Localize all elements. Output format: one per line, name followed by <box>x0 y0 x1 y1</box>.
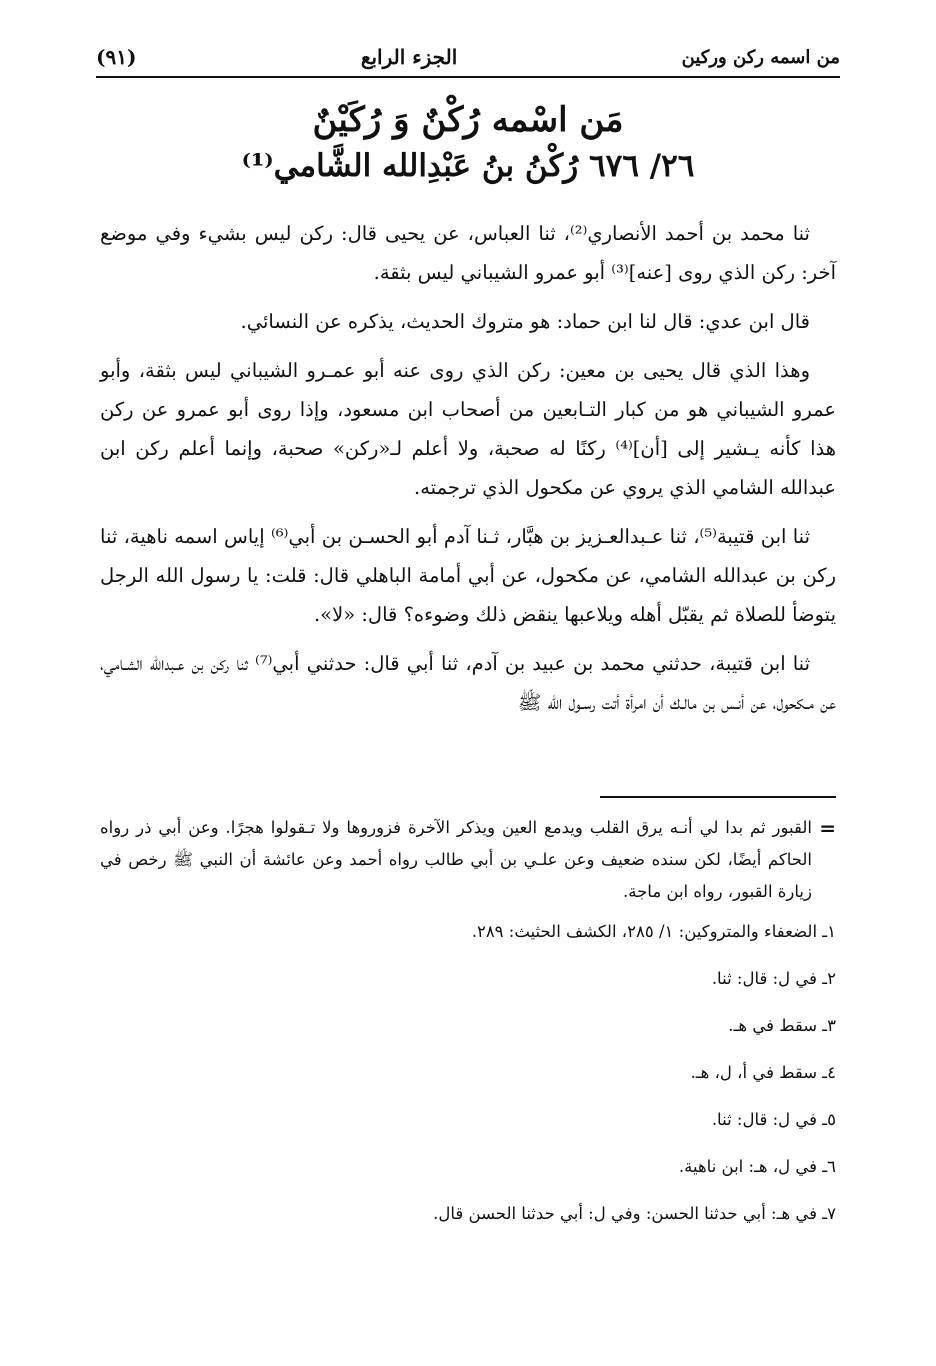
continued-footnote <box>100 812 836 908</box>
footnote-item: ٧ـ في هـ: أبي حدثنا الحسن: وفي ل: أبي حدثنا الحسن قال. <box>433 1204 836 1223</box>
footnote-item: ٢ـ في ل: قال: ثنا. <box>711 969 836 988</box>
part-label: الجزء الرابع <box>360 45 458 69</box>
page-header <box>96 40 840 74</box>
footnote-rule <box>600 796 836 798</box>
footnote-item: ٥ـ في ل: قال: ثنا. <box>711 1110 836 1129</box>
header-rule <box>96 76 840 78</box>
running-title: من اسمه ركن وركين <box>681 46 840 68</box>
paragraph: ثنا محمد بن أحمد الأنصاري⁽²⁾، ثنا العباس، عن يحيى قال: ركن ليس بشيء وفي موضع آخر: ركن الذي روى [عنه]⁽³⁾ أبو عمرو الشيباني ليس بثقة. <box>100 222 836 284</box>
footnotes <box>100 812 836 1245</box>
main-text <box>100 214 836 732</box>
footnote-item: ١ـ الضعفاء والمتروكين: ١/ ٢٨٥، الكشف الحثيث: ٢٨٩. <box>471 922 836 941</box>
footnote-item: ٤ـ سقط في أ، ل، هـ. <box>690 1063 836 1082</box>
paragraph: ثنا ابن قتيبة⁽⁵⁾، ثنا عـبدالعـزيز بن هبَّار، ثـنا آدم أبو الحسـن بن أبي⁽⁶⁾ إياس اسمه ناهية، ثنا ركن بن عبدالله الشامي، عن مكحول، عن أبي أمامة الباهلي قال: قلت: يا رسول الله الرجل يتوضأ للصلاة ثم يقبّل أهله ويلاعبها ينقض ذلك وضوءه؟ قال: «لا». <box>100 525 836 626</box>
continued-footnote-text: القبور ثم بدا لي أنـه يرق القلب ويدمع العين ويذكر الآخرة فزوروها ولا تـقولوا هجرًا. وعن أبي ذر رواه الحاكم أيضًا، لكن سنده ضعيف وعن علـي بن أبي طالب رواه أحمد وعن عائشة أن النبي ﷺ رخص في زيارة القبور، رواه ابن ماجة. <box>100 818 812 901</box>
footnote-item: ٣ـ سقط في هـ. <box>728 1016 836 1035</box>
continuation-mark: = <box>819 816 836 840</box>
entry-title: ٢٦/ ٦٧٦ رُكْنُ بنُ عَبْدِالله الشَّامي⁽¹⁾ <box>241 148 695 184</box>
footnote-item: ٦ـ في ل، هـ: ابن ناهية. <box>678 1157 836 1176</box>
page-number: (٩١) <box>96 45 137 69</box>
paragraph: وهذا الذي قال يحيى بن معين: ركن الذي روى عنه أبو عمـرو الشيباني ليس بثقة، وأبو عمرو الشيباني هو من كبار التـابعين من أصحاب ابن مسعود، وإذا روى أبو عمرو عن ركن هذا كأنه يـشير إلى [أن]⁽⁴⁾ ركنًا له صحبة، ولا أعلم لـ«ركن» صحبة، وإنما أعلم ركن ابن عبدالله الشامي الذي يروي عن مكحول الذي ترجمته. <box>100 359 837 499</box>
paragraph: ثنا ابن قتيبة، حدثني محمد بن عبيد بن آدم، ثنا أبي قال: حدثني أبي⁽⁷⁾ ثنا ركن بن عـبدالله الشـامي، عن مـكحول، عن أنـس بن مالـك أن امرأة أتت رسـول الله ﷺ <box>100 652 836 714</box>
paragraph: قال ابن عدي: قال لنا ابن حماد: هو متروك الحديث، يذكره عن النسائي. <box>240 310 810 333</box>
chapter-title: مَن اسْمه رُكْنٌ وَ رُكَيْنٌ <box>312 100 624 140</box>
